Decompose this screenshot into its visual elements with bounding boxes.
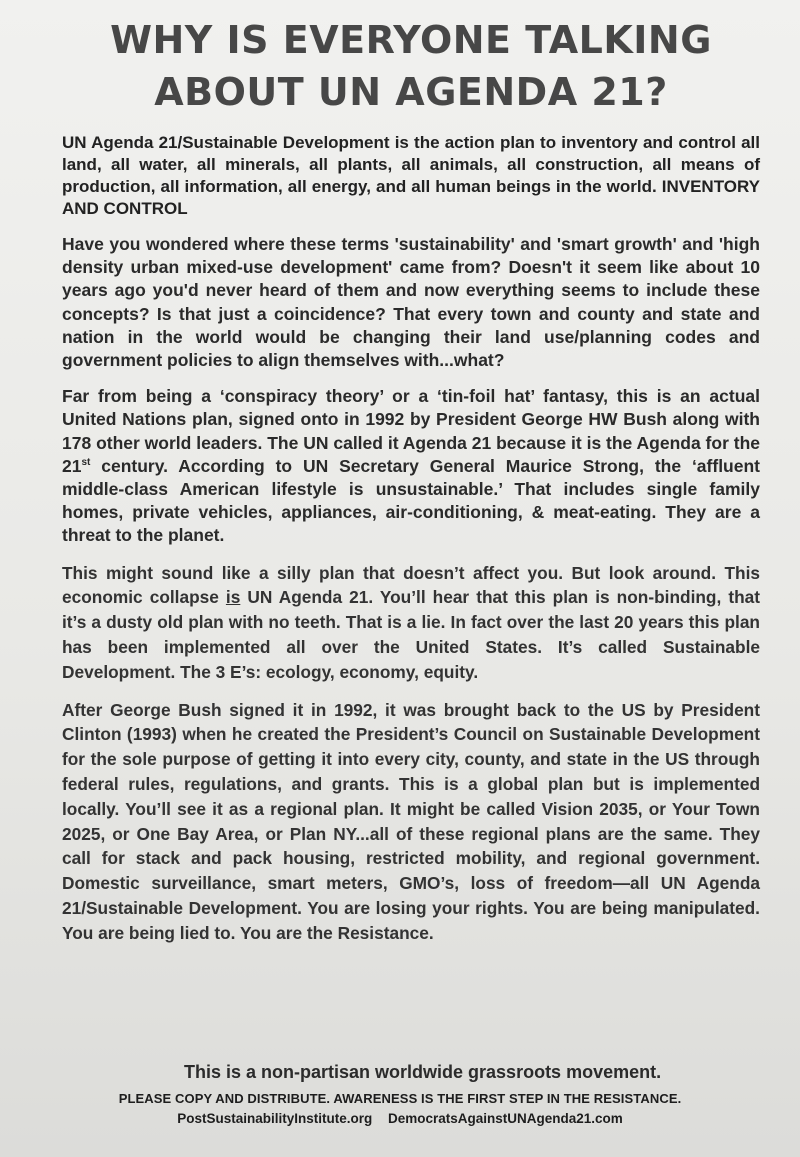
footer-links (0, 1111, 800, 1126)
paragraph-3 (62, 385, 760, 547)
footer-tagline: This is a non-partisan worldwide grassroots movement. (184, 1062, 662, 1082)
footer-call-to-action: PLEASE COPY AND DISTRIBUTE. AWARENESS IS THE FIRST STEP IN THE RESISTANCE. (118, 1091, 682, 1106)
title-line-1: WHY IS EVERYONE TALKING (110, 18, 712, 62)
title-line-2: ABOUT UN AGENDA 21? (154, 70, 668, 114)
footer-link-democrats-against: DemocratsAgainstUNAgenda21.com (387, 1111, 623, 1126)
paragraph-4-part-b: UN Agenda 21. You’ll hear that this plan is non-binding, that it’s a dusty old plan with no teeth. That is a lie. In fact over the last 20 years this plan has been implemented all over the United States. It’s called Sustainable Development. The 3 E’s: ecology, economy, equity. (62, 587, 760, 682)
paragraph-5: After George Bush signed it in 1992, it was brought back to the US by President Clinton (1993) when he created the President’s Council on Sustainable Development for the sole purpose of getting it into every city, county, and state in the US through federal rules, regulations, and grants. This is a global plan but is implemented locally. You’ll see it as a regional plan. It might be called Vision 2035, or Your Town 2025, or One Bay Area, or Plan NY...all of these regional plans are the same. They call for stack and pack housing, restricted mobility, and regional government. Domestic surveillance, smart meters, GMO’s, loss of freedom—all UN Agenda 21/Sustainable Development. You are losing your rights. You are being manipulated. You are being lied to. You are the Resistance. (62, 699, 760, 943)
paragraph-4 (62, 561, 760, 685)
paragraph-3-part-b: century. According to UN Secretary General Maurice Strong, the ‘affluent middle-class American lifestyle is unsustainable.’ That includes single family homes, private vehicles, appliances, air-conditioning, & meat-eating. They are a threat to the planet. (62, 455, 760, 546)
flyer-body (62, 132, 760, 946)
paragraph-4-part-a: This might sound like a silly plan that doesn’t affect you. But look around. This economic collapse (62, 562, 760, 608)
paragraph-1: UN Agenda 21/Sustainable Development is the action plan to inventory and control all land, all water, all minerals, all plants, all animals, all construction, all means of production, all information, all energy, and all human beings in the world. INVENTORY AND CONTROL (62, 133, 760, 218)
superscript-st: st (81, 457, 91, 468)
paragraph-3-part-a: Far from being a ‘conspiracy theory’ or a ‘tin-foil hat’ fantasy, this is an actual United Nations plan, signed onto in 1992 by President George HW Bush along with 178 other world leaders. The UN called it Agenda 21 because it is the Agenda for the 21 (62, 386, 760, 476)
flyer-footer (0, 1062, 800, 1126)
flyer-title (62, 14, 760, 118)
underlined-is: is (225, 587, 241, 608)
footer-link-post-sustainability: PostSustainabilityInstitute.org (177, 1111, 373, 1126)
paragraph-2: Have you wondered where these terms 'sustainability' and 'smart growth' and 'high density urban mixed-use development' came from? Doesn't it seem like about 10 years ago you'd never heard of them and now everything seems to include these concepts? Is that just a coincidence? That every town and county and state and nation in the world would be changing their land use/planning codes and government policies to align themselves with...what? (62, 234, 760, 371)
